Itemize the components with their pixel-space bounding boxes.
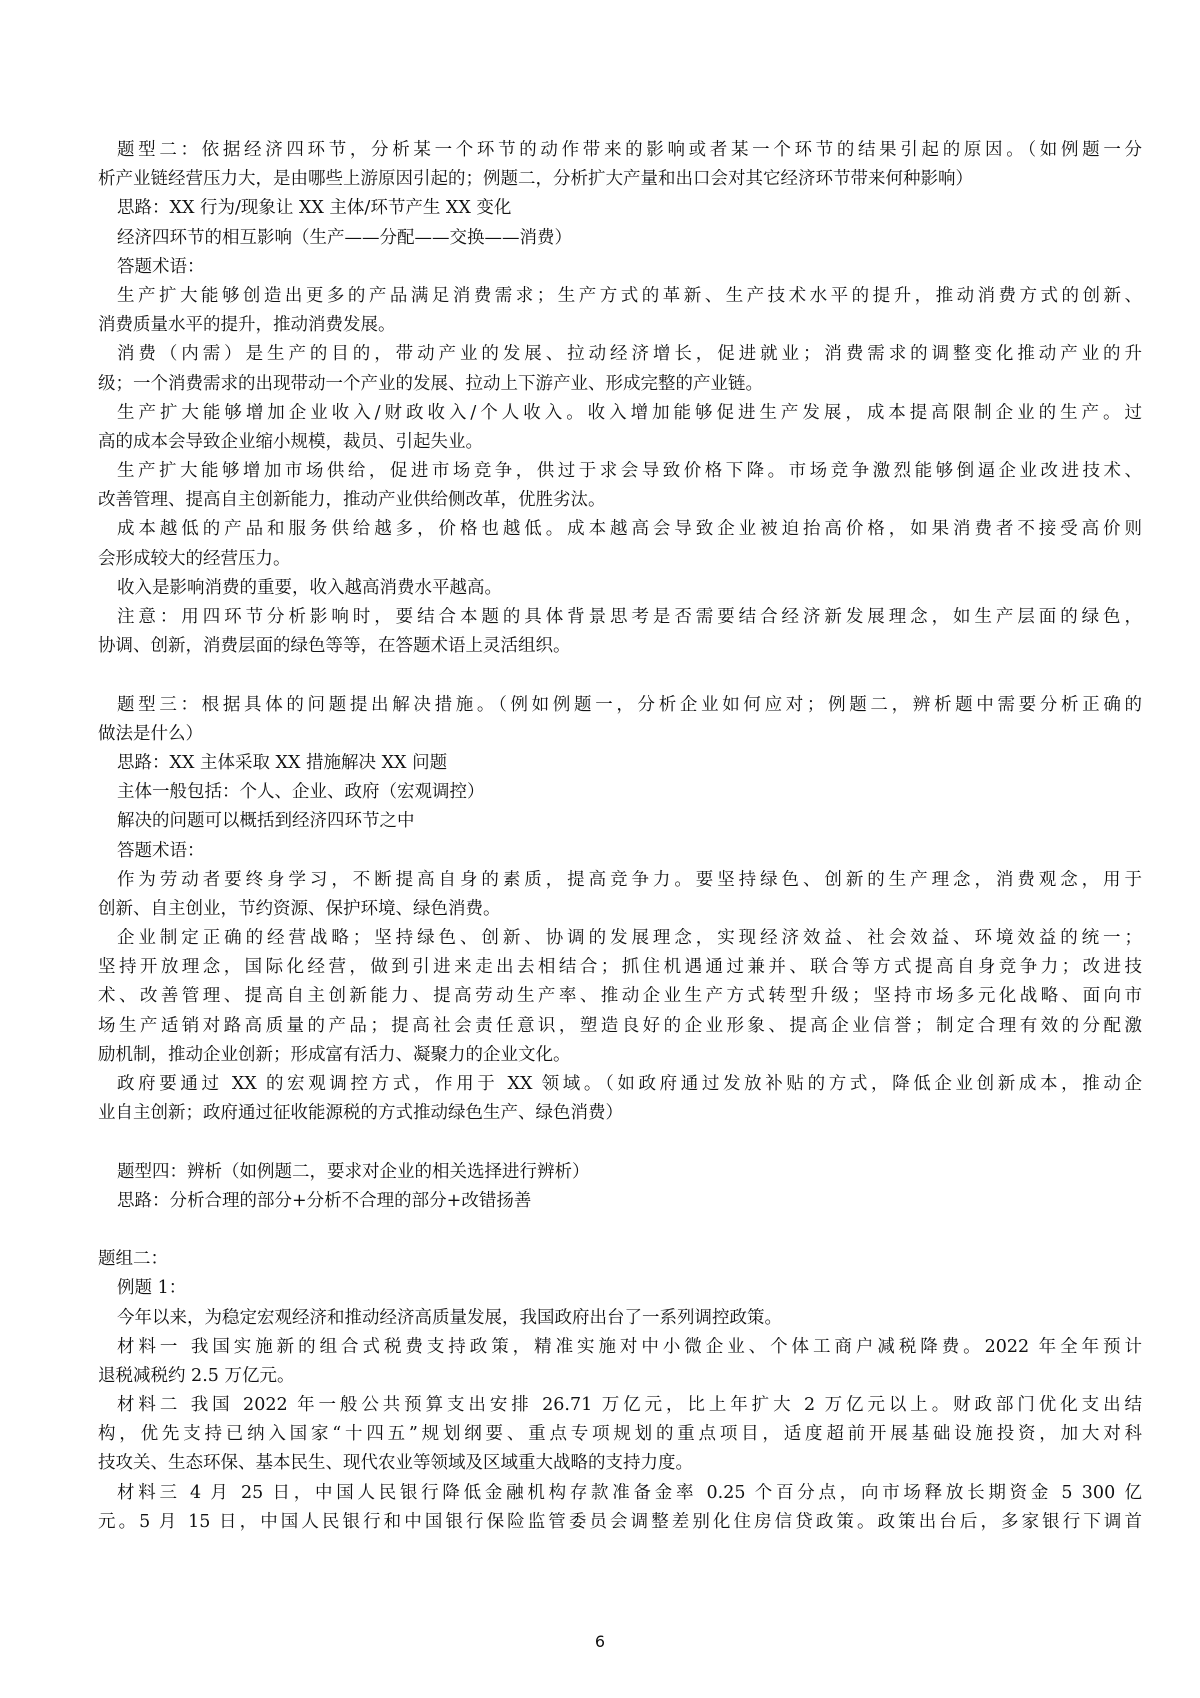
type3-enterprise-line3: 术、改善管理、提高自主创新能力、提高劳动生产率、推动企业生产方式转型升级；坚持市场多元化战略、面向市	[98, 986, 1142, 1007]
type2-note-line2: 协调、创新，消费层面的绿色等等，在答题术语上灵活组织。	[98, 636, 571, 657]
group2-material2-line3: 技攻关、生态环保、基本民生、现代农业等领域及区域重大战略的支持力度。	[98, 1453, 693, 1474]
page-number: 6	[594, 1632, 606, 1651]
group2-material1-line1: 材料一 我国实施新的组合式税费支持政策，精准实施对中小微企业、个体工商户减税降费。2022 年全年预计	[117, 1336, 1142, 1357]
group2-intro: 今年以来，为稳定宏观经济和推动经济高质量发展，我国政府出台了一系列调控政策。	[117, 1307, 782, 1328]
type2-para1-line2: 消费质量水平的提升，推动消费发展。	[98, 315, 396, 336]
type3-worker-line1: 作为劳动者要终身学习，不断提高自身的素质，提高竞争力。要坚持绿色、创新的生产理念，消费观念，用于	[117, 869, 1142, 890]
spacer	[98, 1216, 1142, 1245]
type3-enterprise-line4: 场生产适销对路高质量的产品；提高社会责任意识，塑造良好的企业形象、提高企业信誉；制定合理有效的分配激	[98, 1015, 1142, 1036]
type3-enterprise-line5: 励机制，推动企业创新；形成富有活力、凝聚力的企业文化。	[98, 1044, 571, 1065]
section-group-2	[98, 1245, 1142, 1537]
group2-title: 题组二：	[98, 1249, 168, 1270]
group2-material2-line1: 材料二 我国 2022 年一般公共预算支出安排 26.71 万亿元，比上年扩大 2 万亿元以上。财政部门优化支出结	[117, 1395, 1142, 1416]
type2-idea: 思路：XX 行为/现象让 XX 主体/环节产生 XX 变化	[117, 198, 512, 219]
group2-material1-line2: 退税减税约 2.5 万亿元。	[98, 1365, 295, 1386]
type3-government-line1: 政府要通过 XX 的宏观调控方式，作用于 XX 领域。（如政府通过发放补贴的方式，降低企业创新成本，推动企	[117, 1074, 1142, 1094]
type2-note-line1: 注意：用四环节分析影响时，要结合本题的具体背景思考是否需要结合经济新发展理念，如生产层面的绿色，	[117, 607, 1142, 627]
type2-para3-line1: 生产扩大能够增加企业收入/财政收入/个人收入。收入增加能够促进生产发展，成本提高限制企业的生产。过	[117, 402, 1142, 423]
type3-idea: 思路：XX 主体采取 XX 措施解决 XX 问题	[117, 752, 448, 773]
type3-terms-label: 答题术语：	[117, 840, 205, 861]
type2-para5-line1: 成本越低的产品和服务供给越多，价格也越低。成本越高会导致企业被迫抬高价格，如果消费者不接受高价则	[117, 519, 1142, 540]
type2-terms-label: 答题术语：	[117, 256, 205, 277]
type4-heading: 题型四：辨析（如例题二，要求对企业的相关选择进行辨析）	[117, 1161, 590, 1182]
type3-heading-line1: 题型三：根据具体的问题提出解决措施。（例如例题一，分析企业如何应对；例题二，辨析题中需要分析正确的	[117, 694, 1142, 715]
type2-four-stages: 经济四环节的相互影响（生产——分配——交换——消费）	[117, 227, 572, 248]
type3-enterprise-line2: 坚持开放理念，国际化经营，做到引进来走出去相结合；抓住机遇通过兼并、联合等方式提高自身竞争力；改进技	[98, 957, 1142, 978]
type2-para4-line2: 改善管理、提高自主创新能力，推动产业供给侧改革，优胜劣汰。	[98, 490, 606, 511]
group2-material3-line2: 元。5 月 15 日，中国人民银行和中国银行保险监管委员会调整差别化住房信贷政策。政策出台后，多家银行下调首	[98, 1511, 1142, 1532]
type2-para2-line1: 消费（内需）是生产的目的，带动产业的发展、拉动经济增长，促进就业；消费需求的调整变化推动产业的升	[117, 344, 1142, 365]
section-type-3	[98, 691, 1142, 1129]
type3-heading-line2: 做法是什么）	[98, 723, 203, 744]
type2-para6: 收入是影响消费的重要，收入越高消费水平越高。	[117, 577, 502, 598]
type3-worker-line2: 创新、自主创业，节约资源、保护环境、绿色消费。	[98, 898, 501, 919]
type2-para4-line1: 生产扩大能够增加市场供给，促进市场竞争，供过于求会导致价格下降。市场竞争激烈能够倒逼企业改进技术、	[117, 461, 1142, 482]
type3-government-line2: 业自主创新；政府通过征收能源税的方式推动绿色生产、绿色消费）	[98, 1103, 623, 1124]
type3-subjects: 主体一般包括：个人、企业、政府（宏观调控）	[117, 782, 485, 803]
type2-para5-line2: 会形成较大的经营压力。	[98, 548, 291, 569]
group2-material2-line2: 构，优先支持已纳入国家“十四五”规划纲要、重点专项规划的重点项目，适度超前开展基础设施投资，加大对科	[98, 1424, 1142, 1445]
group2-example-label: 例题 1：	[117, 1278, 187, 1299]
spacer	[98, 661, 1142, 690]
section-type-2	[98, 136, 1142, 661]
group2-material3-line1: 材料三 4 月 25 日，中国人民银行降低金融机构存款准备金率 0.25 个百分点，向市场释放长期资金 5 300 亿	[117, 1482, 1142, 1503]
type2-heading-line1: 题型二：依据经济四环节，分析某一个环节的动作带来的影响或者某一个环节的结果引起的原因。（如例题一分	[117, 140, 1142, 160]
document-body	[98, 136, 1142, 1537]
section-type-4	[98, 1158, 1142, 1216]
type3-enterprise-line1: 企业制定正确的经营战略；坚持绿色、创新、协调的发展理念，实现经济效益、社会效益、环境效益的统一；	[117, 928, 1142, 949]
type2-para1-line1: 生产扩大能够创造出更多的产品满足消费需求；生产方式的革新、生产技术水平的提升，推动消费方式的创新、	[117, 285, 1142, 306]
spacer	[98, 1128, 1142, 1157]
type2-para2-line2: 级；一个消费需求的出现带动一个产业的发展、拉动上下游产业、形成完整的产业链。	[98, 373, 763, 394]
type2-heading-line2: 析产业链经营压力大，是由哪些上游原因引起的；例题二，分析扩大产量和出口会对其它经济环节带来何种影响）	[98, 169, 973, 190]
type2-para3-line2: 高的成本会导致企业缩小规模，裁员、引起失业。	[98, 431, 483, 452]
type4-idea: 思路：分析合理的部分+分析不合理的部分+改错扬善	[117, 1190, 532, 1211]
type3-solve: 解决的问题可以概括到经济四环节之中	[117, 811, 415, 832]
